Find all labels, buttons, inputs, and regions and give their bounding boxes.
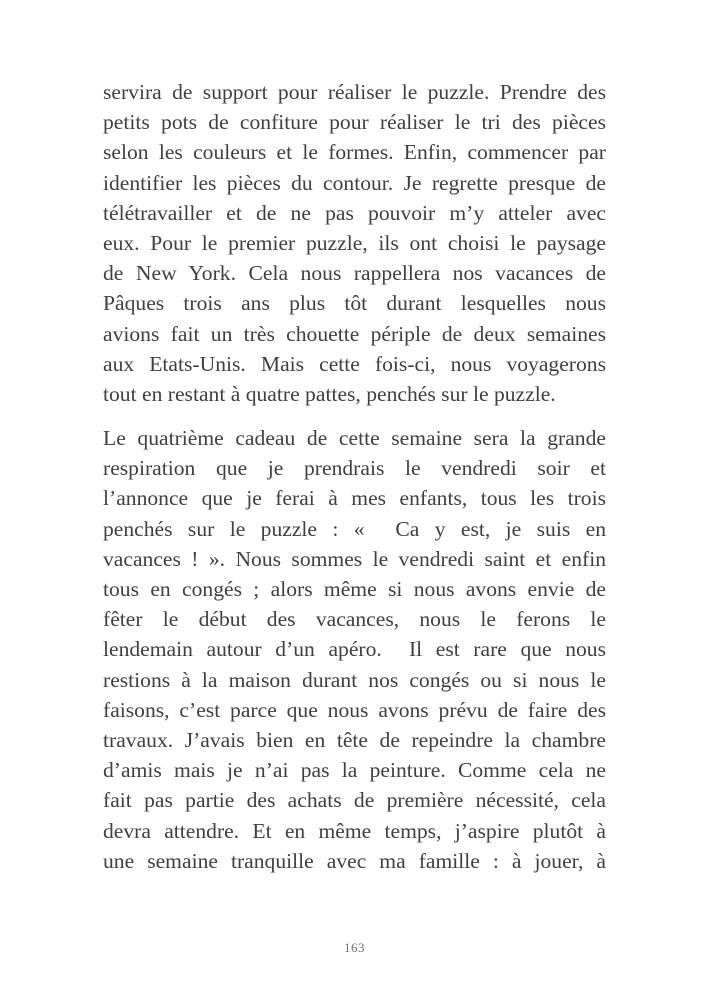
text-line: respiration que je prendrais le vendredi soir et [103, 456, 606, 481]
text-line: penchés sur le puzzle : « Ca y est, je suis en [103, 516, 606, 541]
text-line: avions fait un très chouette périple de deux semaines [103, 321, 606, 346]
paragraph [103, 77, 606, 409]
text-line: fêter le début des vacances, nous le ferons le [103, 607, 606, 632]
paragraph [103, 423, 606, 876]
text-line: petits pots de confiture pour réaliser le tri des pièces [103, 110, 606, 135]
text-line: Le quatrième cadeau de cette semaine sera la grande [103, 426, 606, 451]
text-line: fait pas partie des achats de première nécessité, cela [103, 788, 606, 813]
text-line: travaux. J’avais bien en tête de repeindre la chambre [103, 727, 606, 752]
text-line: faisons, c’est parce que nous avons prévu de faire des [103, 697, 606, 722]
page-text-block [103, 77, 606, 876]
text-line: de New York. Cela nous rappellera nos vacances de [103, 261, 606, 286]
text-line: lendemain autour d’un apéro. Il est rare que nous [103, 637, 606, 662]
text-line: l’annonce que je ferai à mes enfants, tous les trois [103, 486, 606, 511]
text-line: aux Etats-Unis. Mais cette fois-ci, nous voyagerons [103, 351, 606, 376]
page-number: 163 [344, 940, 365, 955]
text-line: une semaine tranquille avec ma famille : à jouer, à [103, 848, 606, 873]
text-line: Pâques trois ans plus tôt durant lesquelles nous [103, 291, 606, 316]
text-line: servira de support pour réaliser le puzzle. Prendre des [103, 80, 606, 104]
text-line: vacances ! ». Nous sommes le vendredi saint et enfin [103, 546, 606, 571]
text-line: télétravailler et de ne pas pouvoir m’y atteler avec [103, 200, 606, 225]
text-line: tout en restant à quatre pattes, penchés sur le puzzle. [103, 381, 556, 406]
text-line: d’amis mais je n’ai pas la peinture. Comme cela ne [103, 758, 606, 783]
text-line: eux. Pour le premier puzzle, ils ont choisi le paysage [103, 230, 606, 255]
text-line: selon les couleurs et le formes. Enfin, commencer par [103, 140, 606, 165]
text-line: devra attendre. Et en même temps, j’aspire plutôt à [103, 818, 606, 843]
text-line: restions à la maison durant nos congés ou si nous le [103, 667, 606, 692]
text-line: identifier les pièces du contour. Je regrette presque de [103, 170, 606, 195]
text-line: tous en congés ; alors même si nous avons envie de [103, 577, 606, 601]
